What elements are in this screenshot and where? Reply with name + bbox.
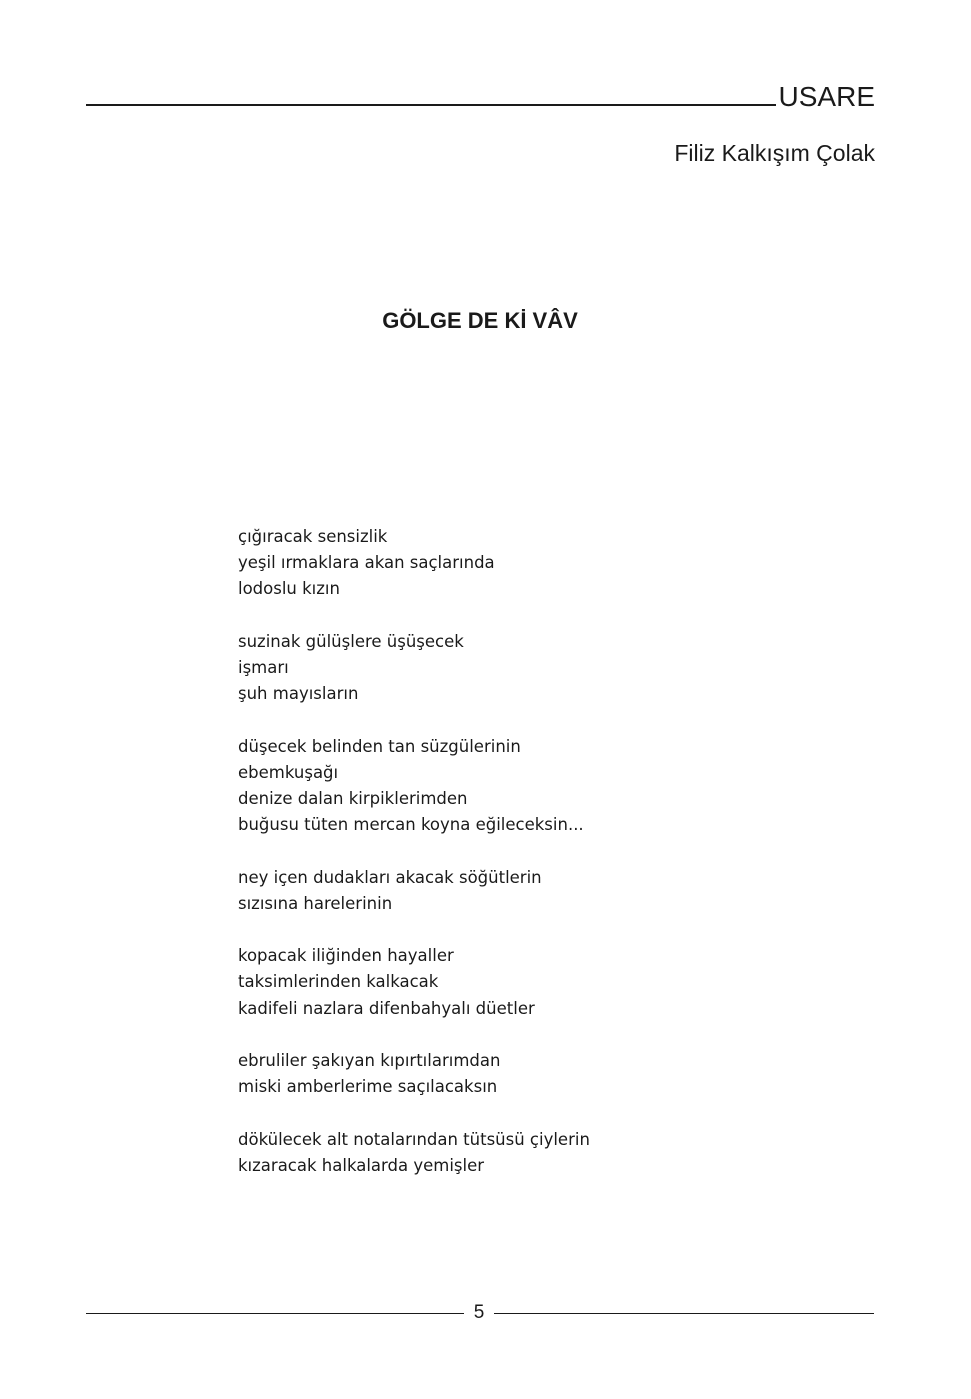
header-rule: [86, 104, 776, 106]
stanza: [238, 1127, 838, 1179]
poem-line: işmarı: [238, 658, 289, 677]
poem-line: ebruliler şakıyan kıpırtılarımdan: [238, 1050, 501, 1070]
page-footer: [86, 1300, 874, 1328]
poem-line: sızısına harelerinin: [238, 893, 393, 913]
poem-line: buğusu tüten mercan koyna eğileceksin...: [238, 815, 584, 835]
footer-rule-right: [494, 1313, 874, 1314]
poem-body: [238, 524, 838, 1205]
poem-line: kopacak iliğinden hayaller: [238, 946, 454, 966]
poem-line: ebemkuşağı: [238, 762, 339, 782]
poem-line: yeşil ırmaklara akan saçlarında: [238, 553, 495, 573]
poem-line: suzinak gülüşlere üşüşecek: [238, 631, 464, 651]
stanza: [238, 524, 838, 603]
poem-line: lodoslu kızın: [238, 579, 340, 599]
footer-rule-left: [86, 1313, 464, 1314]
stanza: [238, 943, 838, 1022]
poem-line: kadifeli nazlara difenbahyalı düetler: [238, 998, 535, 1018]
poem-line: düşecek belinden tan süzgülerinin: [238, 736, 521, 756]
poem-line: çığıracak sensizlik: [238, 527, 388, 546]
stanza: [238, 629, 838, 708]
stanza: [238, 734, 838, 839]
page-number: 5: [473, 1302, 485, 1323]
poem-line: taksimlerinden kalkacak: [238, 972, 439, 992]
stanza: [238, 865, 838, 917]
magazine-name: USARE: [778, 81, 875, 112]
poem-title: GÖLGE DE Kİ VÂV: [382, 308, 578, 333]
poem-line: denize dalan kirpiklerimden: [238, 789, 468, 808]
poem-line: kızaracak halkalarda yemişler: [238, 1155, 485, 1175]
poem-line: şuh mayısların: [238, 684, 359, 704]
stanza: [238, 1048, 838, 1100]
poem-line: miski amberlerime saçılacaksın: [238, 1077, 498, 1097]
poem-line: dökülecek alt notalarından tütsüsü çiylerin: [238, 1129, 590, 1149]
poem-line: ney içen dudakları akacak söğütlerin: [238, 867, 542, 887]
author-name: Filiz Kalkışım Çolak: [674, 140, 875, 166]
